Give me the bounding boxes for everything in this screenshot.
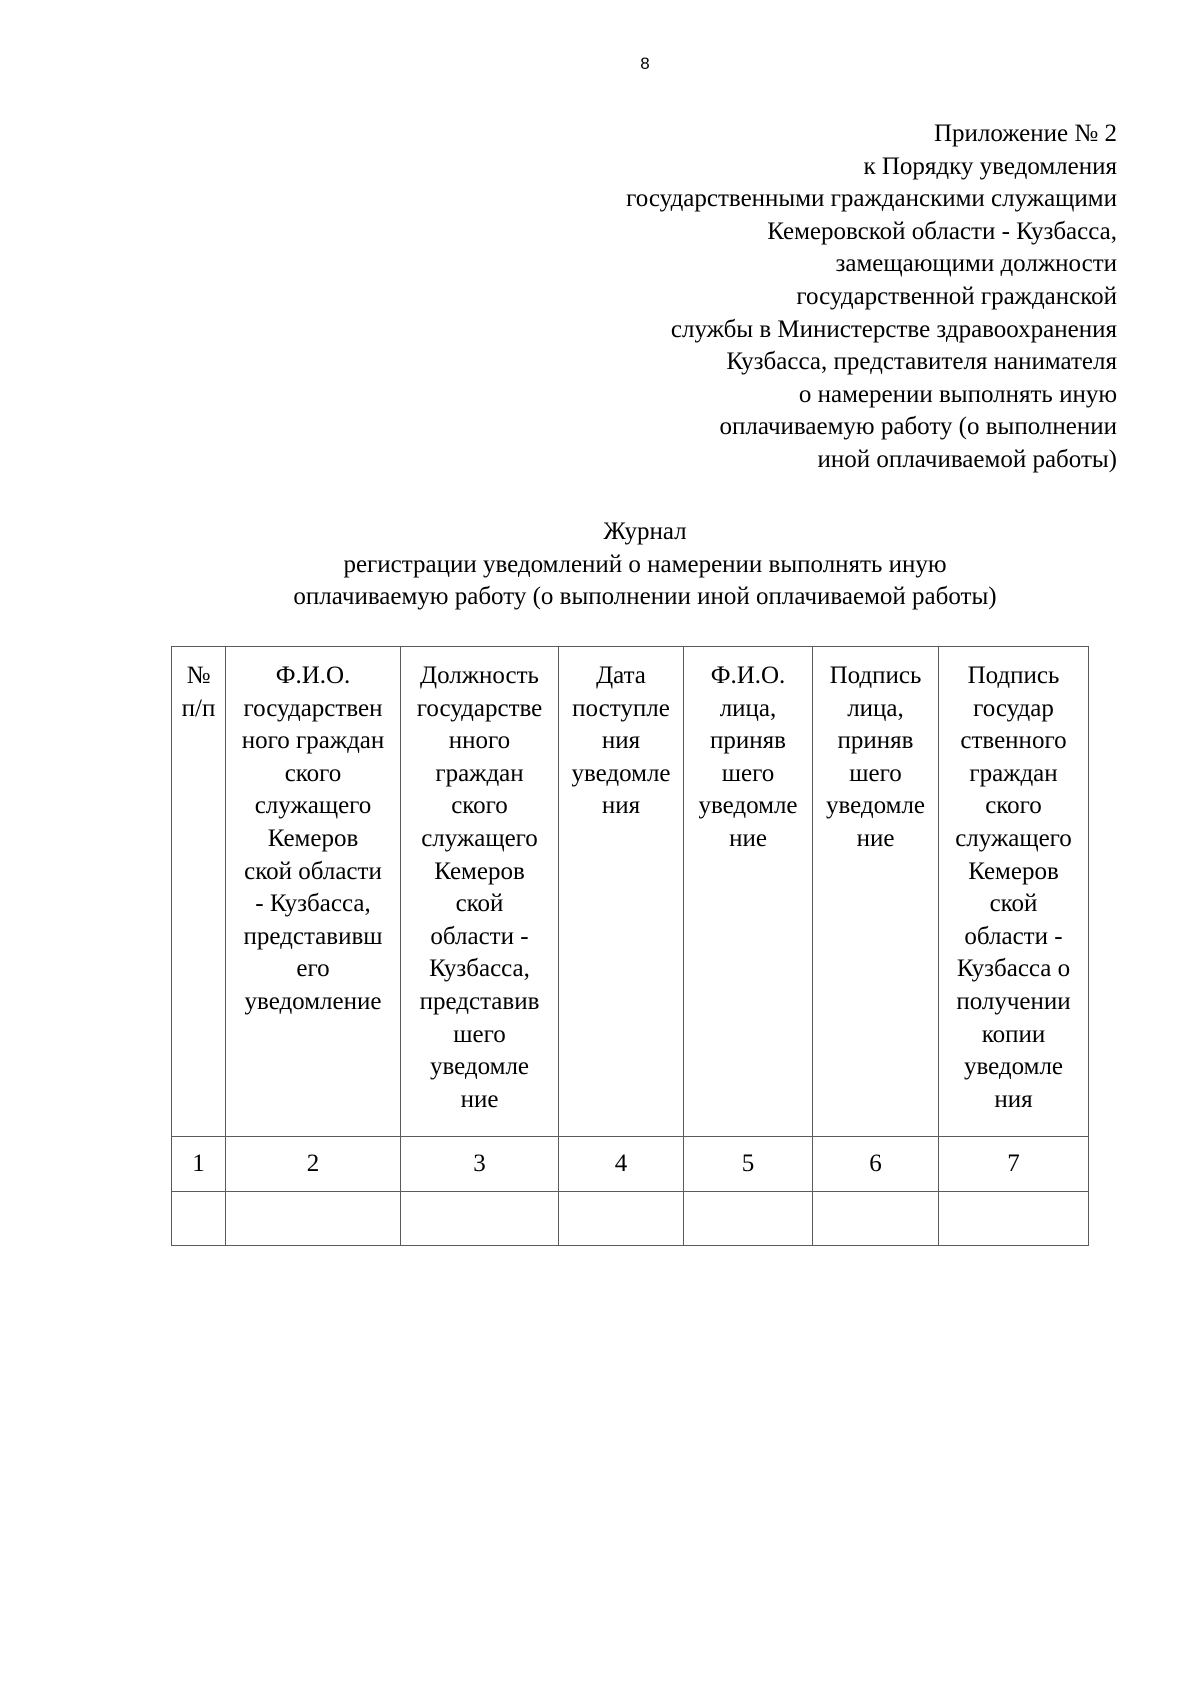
column-header-line: ской области (244, 857, 382, 885)
appendix-line: оплачиваемую работу (о выполнении (719, 413, 1117, 441)
appendix-line: государственными гражданскими служащими (626, 185, 1117, 213)
column-header-line: области - (430, 922, 529, 950)
appendix-line: иной оплачиваемой работы) (817, 445, 1117, 473)
column-number-cell: 5 (684, 1137, 813, 1192)
page-number: 8 (640, 54, 650, 73)
column-header-line: - Кузбасса, (255, 890, 371, 918)
empty-cell (813, 1192, 939, 1246)
column-header-line: Подпись (967, 662, 1060, 689)
column-number-cell: 4 (559, 1137, 684, 1192)
journal-heading (140, 516, 1150, 614)
appendix-block (626, 118, 1117, 477)
appendix-line: замещающими должности (835, 250, 1117, 278)
column-header-line: служащего (254, 792, 372, 820)
column-header-line: ской (989, 890, 1038, 918)
column-header-line: копии (981, 1020, 1046, 1048)
column-header-line: государстве (416, 694, 543, 722)
column-header-line: представив (419, 987, 540, 1015)
column-numbers-row (172, 1137, 1089, 1192)
column-header-line: поступле (572, 694, 670, 722)
column-header-line: шего (453, 1020, 506, 1048)
column-number-cell: 6 (813, 1137, 939, 1192)
empty-table-row (172, 1192, 1089, 1246)
column-header-line: Кемеров (968, 857, 1059, 885)
column-header-line: ского (985, 792, 1042, 820)
column-header-line: граждан (969, 759, 1058, 787)
column-header-line: ние (460, 1085, 499, 1113)
column-number-cell: 3 (401, 1137, 559, 1192)
journal-subtitle-line: регистрации уведомлений о намерении выполнять иную (343, 550, 947, 578)
column-header-line: ственного (960, 727, 1067, 755)
column-header-line: ского (451, 792, 508, 820)
column-header-line: Ф.И.О. (275, 662, 351, 689)
column-header-line: уведомле (963, 1053, 1064, 1081)
column-header-line: его (296, 955, 330, 983)
column-header-line: ного граждан (241, 727, 385, 755)
column-header-line: ского (284, 759, 342, 787)
appendix-line: о намерении выполнять иную (798, 380, 1117, 408)
appendix-line: к Порядку уведомления (863, 152, 1117, 180)
column-header-line: уведомле (571, 759, 671, 787)
column-header-line: Подпись (829, 662, 922, 689)
empty-cell (684, 1192, 813, 1246)
column-header-line: Кузбасса, (429, 955, 530, 983)
column-header-line: государ (973, 694, 1054, 722)
column-number-cell: 1 (172, 1137, 226, 1192)
column-header-line: ние (729, 824, 767, 852)
column-header-4 (559, 647, 684, 1137)
column-header-6 (813, 647, 939, 1137)
column-header-line: уведомление (244, 987, 382, 1015)
column-header-line: шего (849, 759, 902, 787)
empty-cell (226, 1192, 401, 1246)
column-header-line: государствен (243, 694, 383, 722)
appendix-line: Кузбасса, представителя нанимателя (726, 348, 1117, 376)
column-header-line: № (186, 662, 211, 689)
column-header-line: лица, (847, 694, 904, 722)
column-header-7 (939, 647, 1089, 1137)
column-header-line: представивш (243, 922, 383, 950)
column-header-line: Ф.И.О. (710, 662, 786, 689)
column-header-line: приняв (710, 727, 786, 755)
journal-title: Журнал (603, 518, 687, 545)
empty-cell (401, 1192, 559, 1246)
column-header-line: Кемеров (434, 857, 525, 885)
column-header-line: служащего (955, 824, 1072, 852)
column-number-cell: 7 (939, 1137, 1089, 1192)
column-header-3 (401, 647, 559, 1137)
column-header-line: приняв (837, 727, 914, 755)
column-header-line: уведомле (429, 1053, 530, 1081)
appendix-line: службы в Министерстве здравоохранения (670, 315, 1117, 343)
column-header-line: служащего (421, 824, 538, 852)
column-header-line: граждан (435, 759, 524, 787)
appendix-line: государственной гражданской (796, 282, 1117, 310)
column-header-line: ской (455, 890, 504, 918)
column-header-line: Кузбасса о (956, 955, 1071, 983)
column-header-line: области - (964, 922, 1063, 950)
header-row (172, 647, 1089, 1137)
column-number-cell: 2 (226, 1137, 401, 1192)
column-header-line: получении (956, 987, 1071, 1015)
column-header-1 (172, 647, 226, 1137)
journal-subtitle-line: оплачиваемую работу (о выполнении иной оплачиваемой работы) (293, 583, 997, 611)
column-header-line: уведомле (698, 792, 798, 820)
empty-cell (939, 1192, 1089, 1246)
column-header-line: ния (994, 1085, 1033, 1113)
column-header-line: ния (601, 792, 641, 820)
column-header-5 (684, 647, 813, 1137)
column-header-line: Кемеров (267, 824, 359, 852)
registration-journal-table (171, 646, 1089, 1246)
appendix-line: Приложение № 2 (933, 120, 1117, 147)
column-header-line: ние (856, 824, 895, 852)
column-header-line: Должность (420, 662, 539, 689)
column-header-line: шего (721, 759, 775, 787)
column-header-line: уведомле (825, 792, 926, 820)
appendix-line: Кемеровской области - Кузбасса, (767, 217, 1117, 245)
column-header-line: нного (448, 727, 511, 755)
empty-cell (172, 1192, 226, 1246)
empty-cell (559, 1192, 684, 1246)
column-header-line: п/п (181, 694, 216, 722)
column-header-line: ния (601, 727, 641, 755)
column-header-2 (226, 647, 401, 1137)
column-header-line: лица, (719, 694, 777, 722)
column-header-line: Дата (596, 662, 646, 689)
